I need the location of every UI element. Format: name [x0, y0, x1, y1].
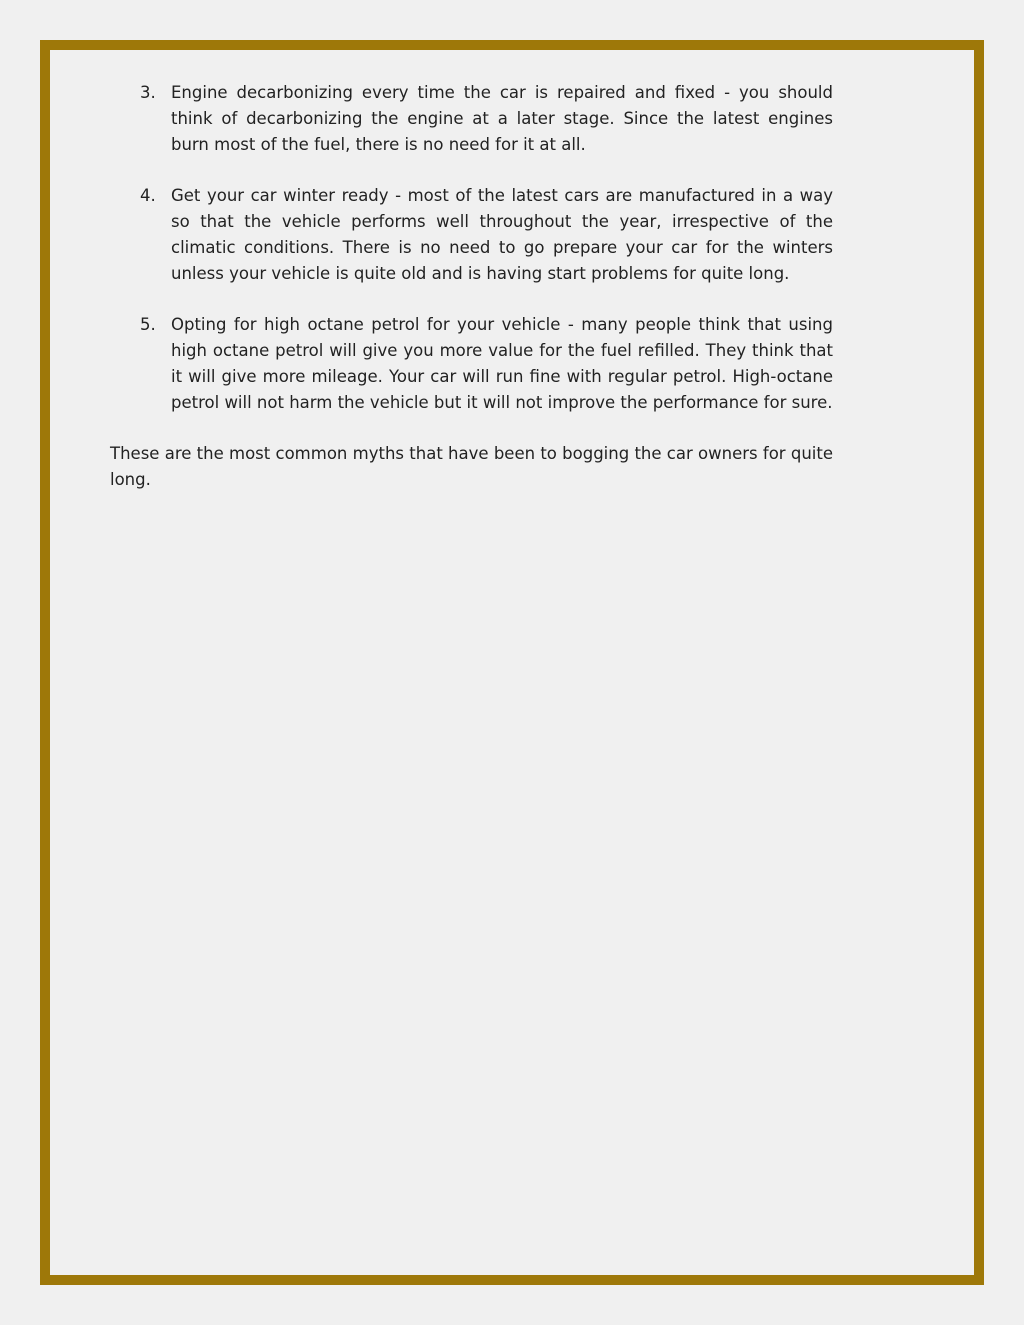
list-item	[110, 183, 833, 287]
list-item	[110, 312, 833, 416]
list-item	[110, 80, 833, 158]
list-item-number: 4.	[140, 186, 156, 205]
list-item-number: 5.	[140, 315, 156, 334]
closing-paragraph: These are the most common myths that have been to bogging the car owners for quite long.	[110, 444, 833, 489]
list-item-text: Engine decarbonizing every time the car is repaired and fixed - you should think of decarbonizing the engine at a later stage. Since the latest engines burn most of the fuel, there is no need for it at all.	[171, 83, 833, 154]
list-item-text: Opting for high octane petrol for your vehicle - many people think that using high octane petrol will give you more value for the fuel refilled. They think that it will give more mileage. Your car will run fine with regular petrol. High-octane petrol will not harm the vehicle but it will not improve the performance for sure.	[171, 315, 833, 412]
list-item-text: Get your car winter ready - most of the latest cars are manufactured in a way so that the vehicle performs well throughout the year, irrespective of the climatic conditions. There is no need to go prepare your car for the winters unless your vehicle is quite old and is having start problems for quite long.	[171, 186, 833, 283]
document-body	[110, 80, 833, 493]
list-item-number: 3.	[140, 83, 156, 102]
myth-list	[110, 80, 833, 416]
